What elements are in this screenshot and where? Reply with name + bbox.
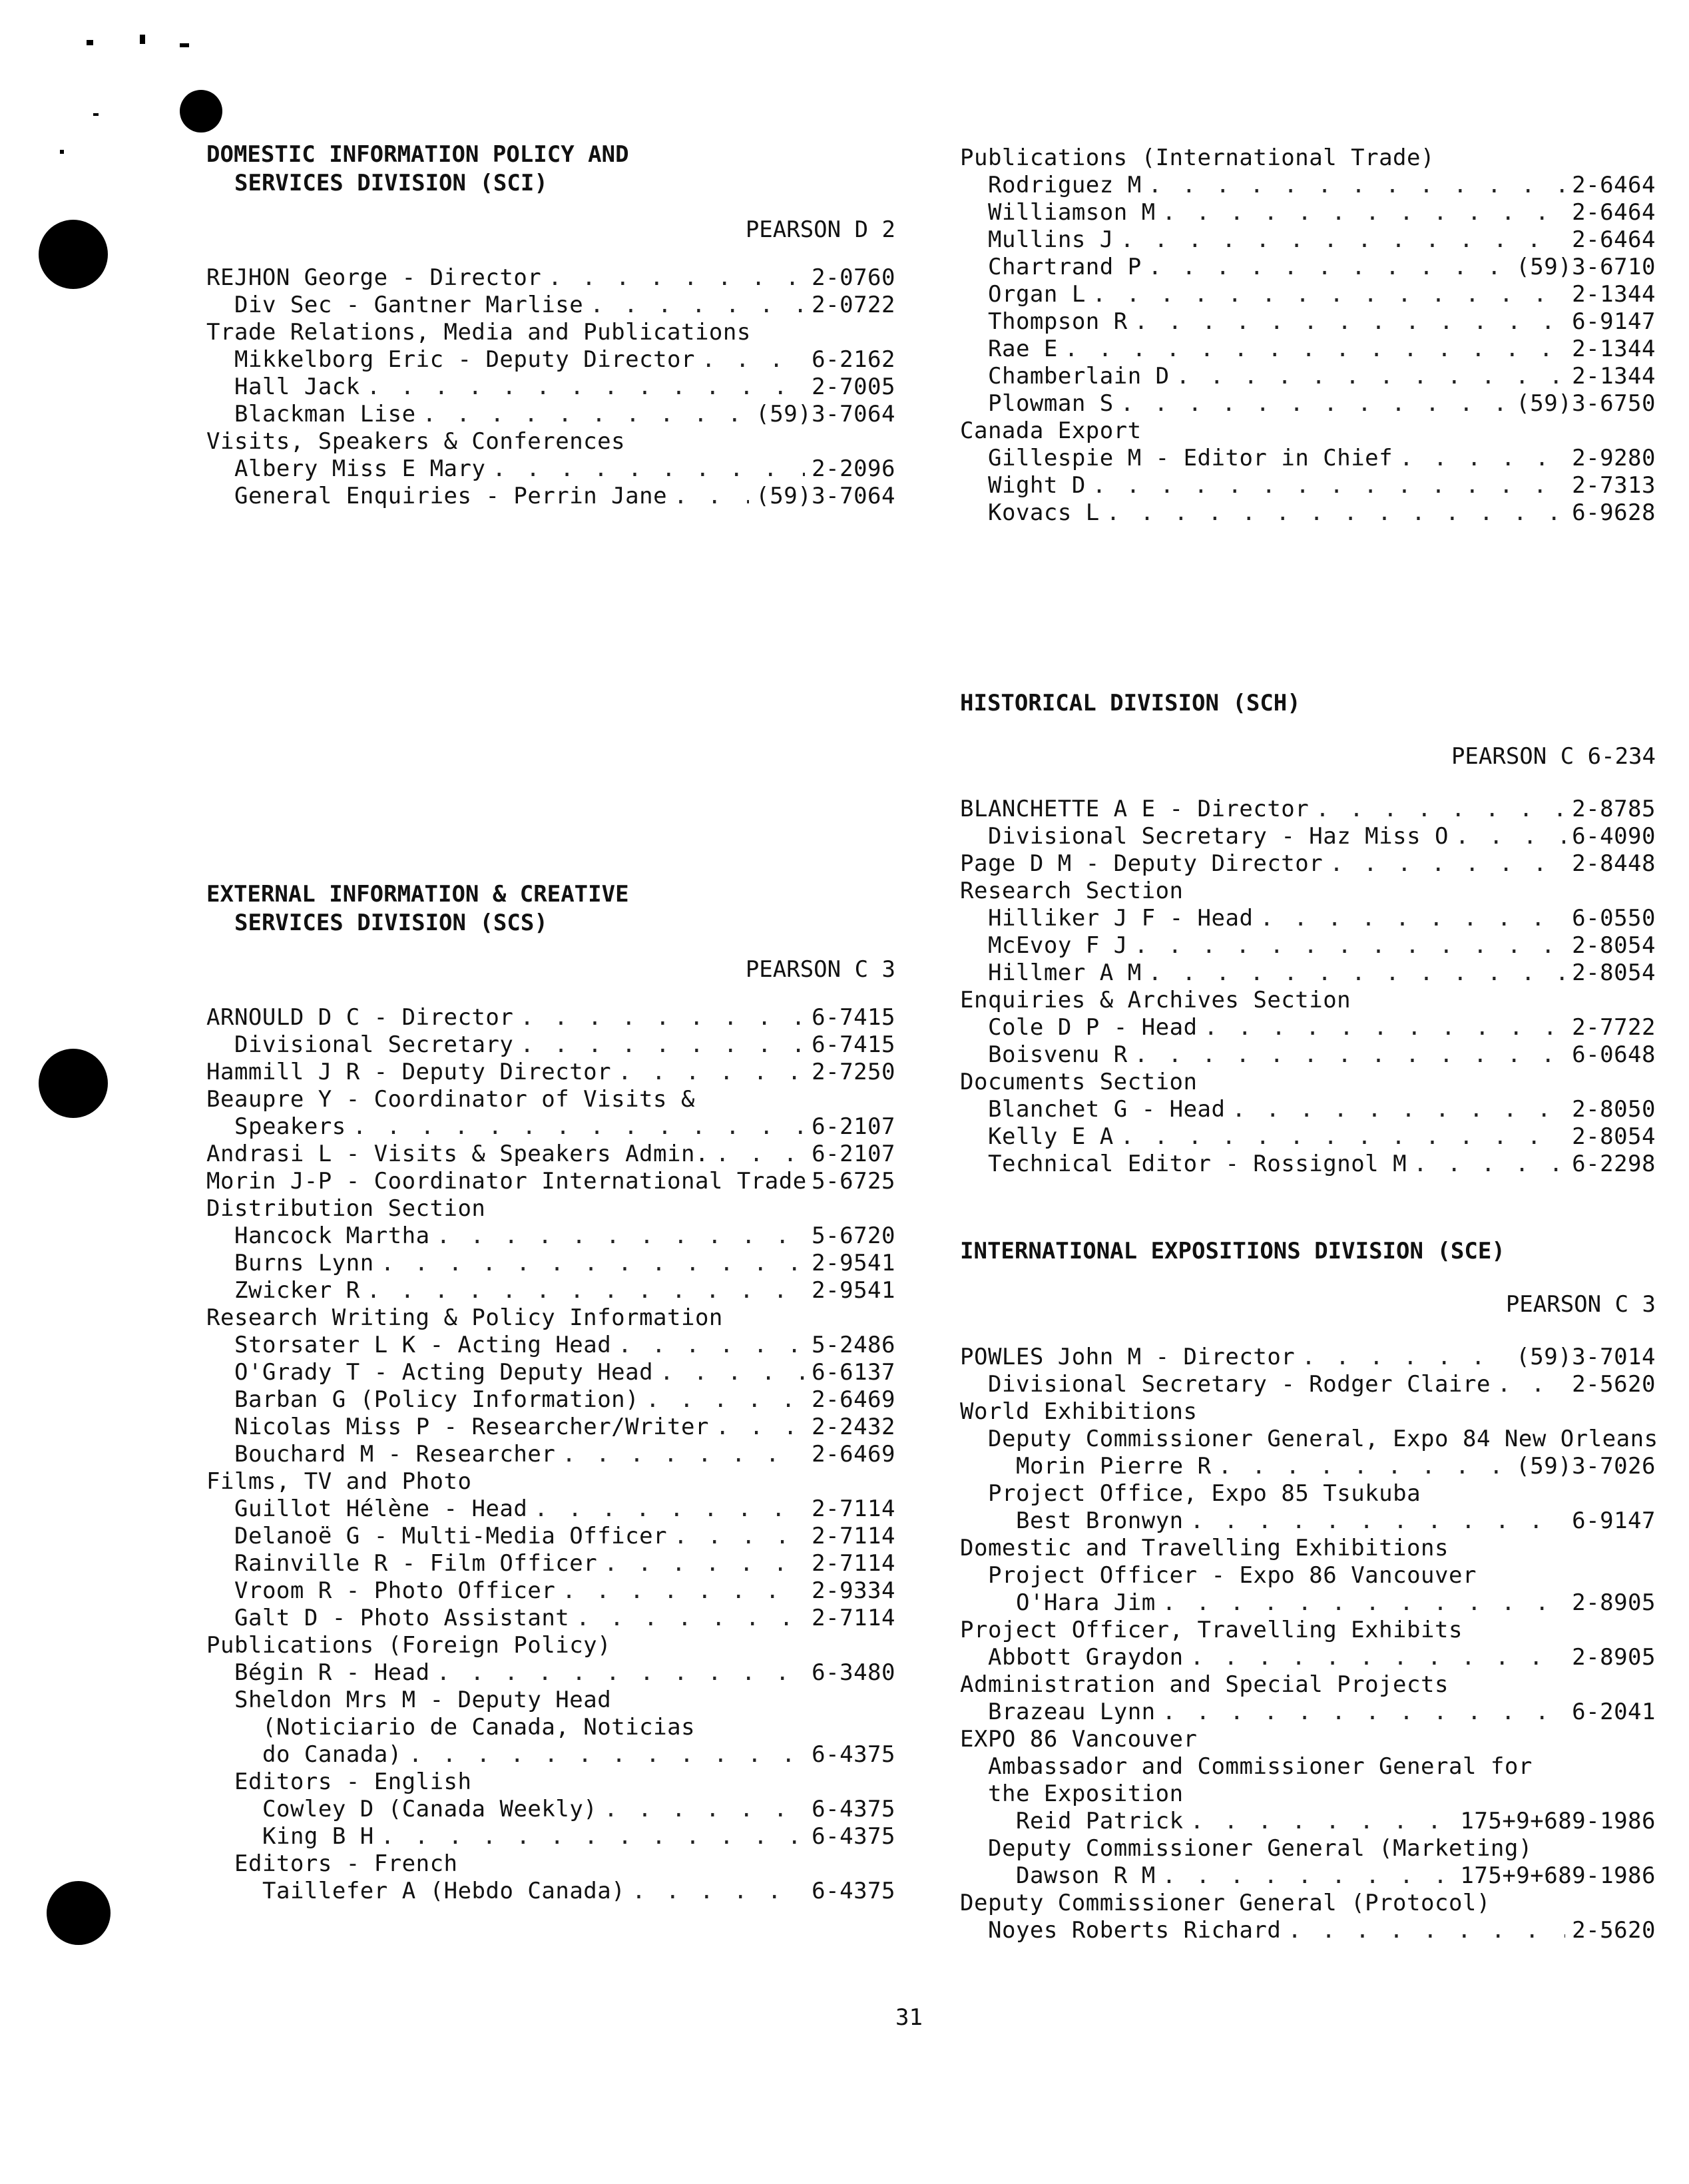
location: PEARSON C 6-234 (1451, 743, 1656, 770)
list-item: Thompson R . . . 6-9147 (960, 308, 1656, 336)
list-item: Kovacs L . . . 6-9628 (960, 499, 1656, 527)
list-item: Mullins J . . . 2-6464 (960, 226, 1656, 254)
punch-hole-1 (39, 220, 108, 289)
list-item: Project Officer, Travelling Exhibits (960, 1617, 1463, 1643)
list-item: Blanchet G - Head . . . 2-8050 (960, 1096, 1656, 1123)
list-item: Project Officer - Expo 86 Vancouver (988, 1562, 1477, 1589)
section-title: HISTORICAL DIVISION (SCH) (960, 690, 1301, 716)
list-item: O'Grady T - Acting Deputy Head . . . 6-6137 (206, 1359, 895, 1386)
list-item: Taillefer A (Hebdo Canada) . . . 6-4375 (206, 1878, 895, 1905)
list-item: Hammill J R - Deputy Director . . . 2-7250 (206, 1059, 895, 1086)
list-item: Speakers . . . 6-2107 (206, 1113, 895, 1141)
location: PEARSON C 3 (1505, 1291, 1656, 1318)
title-line-1: DOMESTIC INFORMATION POLICY AND (206, 141, 629, 168)
entry-list (206, 264, 895, 510)
list-item: Documents Section (960, 1069, 1198, 1095)
list-item: Storsater L K - Acting Head . . . 5-2486 (206, 1332, 895, 1359)
list-item: Trade Relations, Media and Publications (206, 319, 751, 346)
list-item: Abbott Graydon . . . 2-8905 (960, 1644, 1656, 1671)
list-item: Cowley D (Canada Weekly) . . . 6-4375 (206, 1796, 895, 1823)
list-item: Div Sec - Gantner Marlise . . . 2-0722 (206, 292, 895, 319)
location: PEARSON C 3 (745, 956, 895, 983)
punch-hole-top (180, 90, 222, 133)
section-title: INTERNATIONAL EXPOSITIONS DIVISION (SCE) (960, 1238, 1505, 1264)
list-item: Brazeau Lynn . . . 6-2041 (960, 1699, 1656, 1726)
list-item: Plowman S . . . (59)3-6750 (960, 390, 1656, 417)
list-item: Morin Pierre R . . . (59)3-7026 (960, 1453, 1656, 1480)
list-item: Kelly E A . . . 2-8054 (960, 1123, 1656, 1151)
list-item: Research Section (960, 878, 1184, 904)
list-item: Rainville R - Film Officer . . . 2-7114 (206, 1550, 895, 1577)
list-item: Hillmer A M . . . 2-8054 (960, 959, 1656, 987)
speck (180, 43, 189, 47)
list-item: Vroom R - Photo Officer . . . 2-9334 (206, 1577, 895, 1605)
list-item: Hilliker J F - Head . . . 6-0550 (960, 905, 1656, 932)
list-item: BLANCHETTE A E - Director . . . 2-8785 (960, 796, 1656, 823)
list-item: Wight D . . . 2-7313 (960, 472, 1656, 499)
list-item: Deputy Commissioner General (Protocol) (960, 1890, 1491, 1916)
list-item: Bégin R - Head . . . 6-3480 (206, 1659, 895, 1687)
list-item: Blackman Lise . . . (59)3-7064 (206, 401, 895, 428)
list-item: Zwicker R . . . 2-9541 (206, 1277, 895, 1304)
list-item: Enquiries & Archives Section (960, 987, 1351, 1013)
section-title (206, 140, 895, 198)
list-item: Divisional Secretary . . . 6-7415 (206, 1031, 895, 1059)
list-item: O'Hara Jim . . . 2-8905 (960, 1589, 1656, 1617)
list-item: Deputy Commissioner General, Expo 84 New Orleans (988, 1426, 1658, 1452)
section-sci (206, 140, 895, 510)
list-item: World Exhibitions (960, 1398, 1198, 1425)
list-item: Chamberlain D . . . 2-1344 (960, 363, 1656, 390)
list-item: Domestic and Travelling Exhibitions (960, 1535, 1449, 1561)
list-item: (Noticiario de Canada, Noticias (262, 1714, 696, 1741)
speck (87, 40, 93, 45)
list-item: do Canada) . . . 6-4375 (206, 1741, 895, 1769)
list-item: Bouchard M - Researcher . . . 2-6469 (206, 1441, 895, 1468)
list-item: Divisional Secretary - Rodger Claire . . . 2-5620 (960, 1371, 1656, 1398)
section-scs (206, 880, 895, 1905)
title-line-2: SERVICES DIVISION (SCS) (234, 910, 548, 936)
section-sce (960, 1237, 1656, 1944)
list-item: King B H . . . 6-4375 (206, 1823, 895, 1850)
list-item: the Exposition (988, 1780, 1184, 1807)
list-item: Boisvenu R . . . 6-0648 (960, 1041, 1656, 1069)
list-item: Galt D - Photo Assistant . . . 2-7114 (206, 1605, 895, 1632)
list-item: Gillespie M - Editor in Chief . . . 2-9280 (960, 445, 1656, 472)
list-item: Rae E . . . 2-1344 (960, 336, 1656, 363)
list-item: Burns Lynn . . . 2-9541 (206, 1250, 895, 1277)
list-item: ARNOULD D C - Director . . . 6-7415 (206, 1004, 895, 1031)
section-publications-trade (960, 144, 1656, 527)
list-item: Dawson R M . . . 175+9+689-1986 (960, 1862, 1656, 1890)
list-item: McEvoy F J . . . 2-8054 (960, 932, 1656, 959)
punch-hole-3 (47, 1881, 111, 1945)
list-item: Editors - English (234, 1769, 472, 1795)
list-item: Cole D P - Head . . . 2-7722 (960, 1014, 1656, 1041)
list-item: Sheldon Mrs M - Deputy Head (234, 1687, 612, 1713)
list-item: Noyes Roberts Richard . . . 2-5620 (960, 1917, 1656, 1944)
list-item: Chartrand P . . . (59)3-6710 (960, 254, 1656, 281)
list-item: Research Writing & Policy Information (206, 1304, 723, 1331)
list-item: Guillot Hélène - Head . . . 2-7114 (206, 1496, 895, 1523)
list-item: Delanoë G - Multi-Media Officer . . . 2-7114 (206, 1523, 895, 1550)
list-item: Beaupre Y - Coordinator of Visits & (206, 1086, 695, 1113)
list-item: Nicolas Miss P - Researcher/Writer . . . 2-2432 (206, 1414, 895, 1441)
title-line-1: EXTERNAL INFORMATION & CREATIVE (206, 881, 629, 908)
list-item: Best Bronwyn . . . 6-9147 (960, 1507, 1656, 1535)
list-item: Project Office, Expo 85 Tsukuba (988, 1480, 1421, 1507)
location: PEARSON D 2 (745, 216, 895, 243)
list-item: Hall Jack . . . 2-7005 (206, 374, 895, 401)
title-line-2: SERVICES DIVISION (SCI) (234, 170, 548, 196)
list-item: Divisional Secretary - Haz Miss O . . . 6-4090 (960, 823, 1656, 850)
list-item: Ambassador and Commissioner General for (988, 1753, 1533, 1780)
list-item: Editors - French (234, 1850, 458, 1877)
list-item: Visits, Speakers & Conferences (206, 428, 626, 455)
list-item: Distribution Section (206, 1195, 486, 1222)
list-item: Canada Export (960, 417, 1142, 444)
page-number: 31 (895, 2004, 923, 2031)
list-item: Technical Editor - Rossignol M . . . 6-2298 (960, 1151, 1656, 1178)
list-item: Hancock Martha . . . 5-6720 (206, 1223, 895, 1250)
list-item: Albery Miss E Mary . . . 2-2096 (206, 455, 895, 483)
list-item: Publications (Foreign Policy) (206, 1632, 612, 1659)
list-item: Administration and Special Projects (960, 1671, 1449, 1698)
list-item: General Enquiries - Perrin Jane . . . (59)3-7064 (206, 483, 895, 510)
list-item: POWLES John M - Director . . . (59)3-7014 (960, 1344, 1656, 1371)
list-item: Morin J-P - Coordinator International Trade 5-6725 (206, 1168, 895, 1195)
list-item: Williamson M . . . 2-6464 (960, 199, 1656, 226)
speck (60, 150, 64, 154)
section-sch (960, 689, 1656, 1178)
list-item: Page D M - Deputy Director . . . 2-8448 (960, 850, 1656, 878)
list-item: Publications (International Trade) (960, 144, 1435, 171)
punch-hole-2 (39, 1049, 108, 1118)
list-item: Barban G (Policy Information) . . . 2-6469 (206, 1386, 895, 1414)
speck (140, 35, 145, 44)
list-item: Organ L . . . 2-1344 (960, 281, 1656, 308)
list-item: EXPO 86 Vancouver (960, 1726, 1198, 1753)
section-title (206, 880, 895, 938)
list-item: Mikkelborg Eric - Deputy Director . . . 6-2162 (206, 346, 895, 374)
list-item: Films, TV and Photo (206, 1468, 472, 1495)
list-item: Deputy Commissioner General (Marketing) (988, 1835, 1533, 1862)
list-item: Reid Patrick . . . 175+9+689-1986 (960, 1808, 1656, 1835)
speck (93, 113, 99, 116)
list-item: Rodriguez M . . . 2-6464 (960, 172, 1656, 199)
list-item: Andrasi L - Visits & Speakers Admin. . . . 6-2107 (206, 1141, 895, 1168)
list-item: REJHON George - Director . . . 2-0760 (206, 264, 895, 292)
